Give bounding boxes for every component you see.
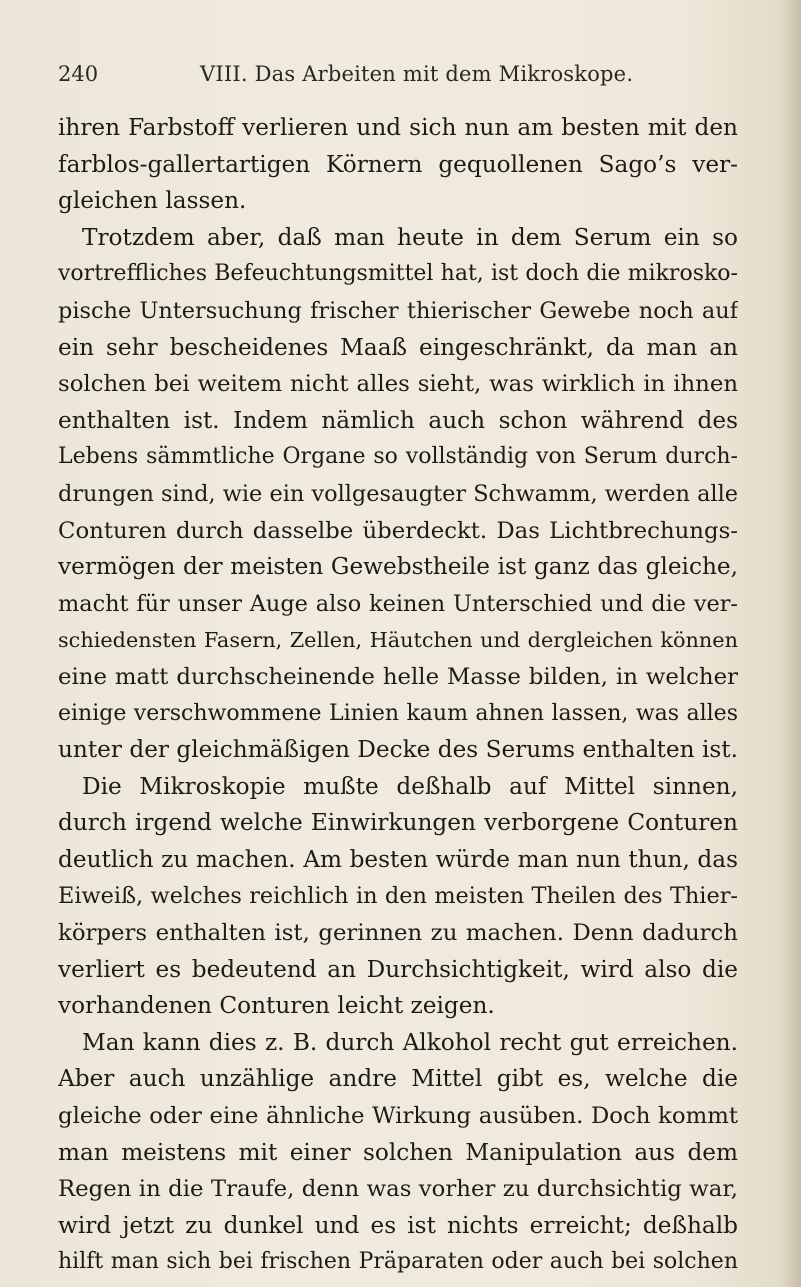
text-line: solchen bei weitem nicht alles sieht, was wirklich in ihnen <box>58 371 738 398</box>
text-line: gleiche oder eine ähnliche Wirkung ausüben. Doch kommt <box>58 1103 738 1130</box>
text-line: enthalten ist. Indem nämlich auch schon während des <box>58 406 738 434</box>
text-line: vorhandenen Conturen leicht zeigen. <box>58 992 495 1020</box>
text-line: Eiweiß, welches reichlich in den meisten Theilen des Thier- <box>58 883 738 910</box>
text-line: verliert es bedeutend an Durchsichtigkeit, wird also die <box>58 955 738 983</box>
text-line: körpers enthalten ist, gerinnen zu machen. Denn dadurch <box>58 920 738 947</box>
text-line: man meistens mit einer solchen Manipulation aus dem <box>58 1138 738 1166</box>
text-line: schiedensten Fasern, Zellen, Häutchen und dergleichen können <box>58 628 738 653</box>
text-line: ihren Farbstoff verlieren und sich nun am besten mit den <box>58 114 738 141</box>
text-line: eine matt durchscheinende helle Masse bilden, in welcher <box>58 663 738 690</box>
text-line: Die Mikroskopie mußte deßhalb auf Mittel sinnen, <box>82 772 738 800</box>
text-line: Conturen durch dasselbe überdeckt. Das Lichtbrechungs- <box>58 517 738 544</box>
text-line: ein sehr bescheidenes Maaß eingeschränkt, da man an <box>58 333 738 361</box>
text-line: drungen sind, wie ein vollgesaugter Schwamm, werden alle <box>58 480 738 507</box>
text-line: hilft man sich bei frischen Präparaten oder auch bei solchen <box>58 1249 738 1275</box>
page-number: 240 <box>58 62 99 86</box>
text-line: vermögen der meisten Gewebstheile ist ganz das gleiche, <box>58 553 738 581</box>
text-line: wird jetzt zu dunkel und es ist nichts erreicht; deßhalb <box>58 1211 738 1239</box>
text-line: farblos-gallertartigen Körnern gequollenen Sago’s ver- <box>58 150 738 178</box>
text-line: Lebens sämmtliche Organe so vollständig von Serum durch- <box>58 444 738 470</box>
page-header <box>58 62 748 92</box>
text-line: Trotzdem aber, daß man heute in dem Serum ein so <box>82 223 738 251</box>
text-line: gleichen lassen. <box>58 187 247 215</box>
text-line: Man kann dies z. B. durch Alkohol recht gut erreichen. <box>82 1028 738 1056</box>
text-line: deutlich zu machen. Am besten würde man nun thun, das <box>58 845 738 873</box>
text-line: unter der gleichmäßigen Decke des Serums enthalten ist. <box>58 736 738 764</box>
text-line: Regen in die Traufe, denn was vorher zu durchsichtig war, <box>58 1176 738 1203</box>
text-line: Aber auch unzählige andre Mittel gibt es, welche die <box>58 1065 738 1093</box>
page-edge-shadow <box>783 0 801 1287</box>
text-line: vortreffliches Befeuchtungsmittel hat, ist doch die mikrosko- <box>58 261 738 287</box>
body-text <box>58 110 738 1281</box>
text-line: einige verschwommene Linien kaum ahnen lassen, was alles <box>58 700 738 726</box>
text-line: macht für unser Auge also keinen Unterschied und die ver- <box>58 590 738 617</box>
text-line: durch irgend welche Einwirkungen verborgene Conturen <box>58 809 738 837</box>
running-head: VIII. Das Arbeiten mit dem Mikroskope. <box>200 62 634 86</box>
text-line: pische Untersuchung frischer thierischer Gewebe noch auf <box>58 297 738 324</box>
